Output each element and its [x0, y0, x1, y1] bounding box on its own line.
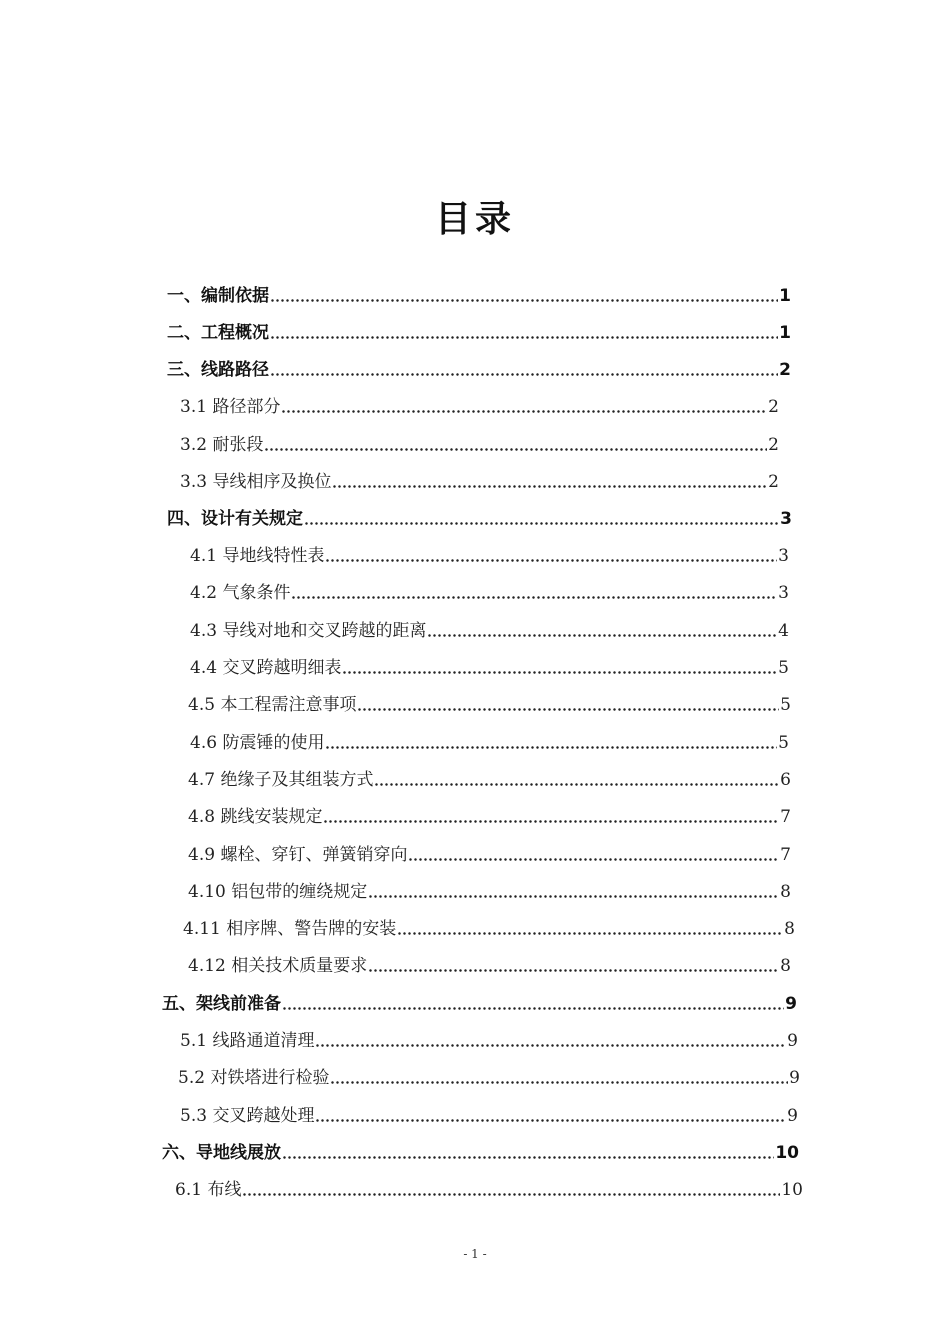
toc-entry-page: 2: [768, 472, 779, 492]
toc-entry-page: 8: [780, 956, 791, 976]
toc-entry[interactable]: [188, 841, 791, 869]
dot-leader: [332, 468, 767, 496]
toc-entry[interactable]: [178, 1064, 800, 1092]
toc-entry-page: 8: [780, 882, 791, 902]
toc-entry[interactable]: [180, 431, 779, 459]
page-number: - 1 -: [463, 1247, 487, 1261]
dot-leader: [323, 803, 779, 831]
dot-leader: [330, 1064, 788, 1092]
page-title: 目录: [434, 199, 515, 240]
toc-entry[interactable]: [190, 617, 789, 645]
toc-entry[interactable]: [190, 654, 789, 682]
toc-entry[interactable]: [180, 468, 779, 496]
toc-entry-page: 3: [778, 583, 789, 603]
toc-entry-label: 3.2 耐张段: [180, 435, 264, 455]
toc-entry-label: 4.5 本工程需注意事项: [188, 695, 357, 715]
toc-entry-page: 6: [780, 770, 791, 790]
toc-entry-label: 4.1 导地线特性表: [190, 546, 325, 566]
toc-entry-label: 4.6 防震锤的使用: [190, 733, 325, 753]
toc-entry[interactable]: [167, 282, 791, 310]
dot-leader: [270, 282, 778, 310]
toc-entry-page: 1: [779, 323, 791, 343]
toc-entry[interactable]: [180, 1027, 798, 1055]
dot-leader: [281, 393, 767, 421]
toc-entry-page: 5: [778, 658, 789, 678]
toc-entry[interactable]: [188, 766, 791, 794]
toc-entry-page: 8: [784, 919, 795, 939]
toc-entry-label: 四、设计有关规定: [167, 509, 303, 529]
toc-entry-page: 2: [768, 397, 779, 417]
toc-entry-label: 一、编制依据: [167, 286, 269, 306]
toc-entry[interactable]: [183, 915, 795, 943]
toc-entry-label: 5.1 线路通道清理: [180, 1031, 315, 1051]
dot-leader: [242, 1176, 780, 1204]
toc-entry-label: 4.9 螺栓、穿钉、弹簧销穿向: [188, 845, 408, 865]
toc-entry[interactable]: [162, 1139, 799, 1167]
toc-entry[interactable]: [188, 691, 791, 719]
toc-entry-label: 4.2 气象条件: [190, 583, 291, 603]
toc-entry-label: 4.10 铝包带的缠绕规定: [188, 882, 368, 902]
toc-entry[interactable]: [175, 1176, 803, 1204]
toc-entry[interactable]: [162, 990, 797, 1018]
toc-entry-page: 10: [781, 1180, 803, 1200]
toc-entry[interactable]: [188, 803, 791, 831]
toc-entry-label: 3.3 导线相序及换位: [180, 472, 332, 492]
dot-leader: [325, 542, 777, 570]
toc-entry-label: 二、工程概况: [167, 323, 269, 343]
toc-entry-page: 7: [780, 845, 791, 865]
toc-entry-label: 4.7 绝缘子及其组装方式: [188, 770, 374, 790]
toc-entry-label: 5.2 对铁塔进行检验: [178, 1068, 330, 1088]
toc-entry[interactable]: [167, 505, 792, 533]
dot-leader: [325, 729, 777, 757]
toc-entry[interactable]: [190, 542, 789, 570]
toc-entry[interactable]: [180, 1102, 798, 1130]
toc-entry-label: 4.8 跳线安装规定: [188, 807, 323, 827]
dot-leader: [368, 878, 779, 906]
toc-entry-page: 9: [789, 1068, 800, 1088]
toc-entry[interactable]: [190, 579, 789, 607]
toc-entry-page: 3: [780, 509, 792, 529]
toc-entry-label: 五、架线前准备: [162, 994, 281, 1014]
toc-entry-page: 10: [775, 1143, 799, 1163]
toc-entry-page: 9: [785, 994, 797, 1014]
toc-entry-page: 2: [779, 360, 791, 380]
dot-leader: [282, 990, 784, 1018]
dot-leader: [368, 952, 779, 980]
dot-leader: [374, 766, 779, 794]
toc-entry-page: 5: [780, 695, 791, 715]
toc-entry-page: 9: [787, 1031, 798, 1051]
toc-entry-page: 9: [787, 1106, 798, 1126]
dot-leader: [397, 915, 783, 943]
dot-leader: [270, 319, 778, 347]
toc-entry[interactable]: [190, 729, 789, 757]
dot-leader: [282, 1139, 774, 1167]
dot-leader: [357, 691, 779, 719]
toc-entry-page: 7: [780, 807, 791, 827]
toc-entry[interactable]: [180, 393, 779, 421]
toc-entry[interactable]: [167, 319, 791, 347]
toc-entry-label: 4.11 相序牌、警告牌的安装: [183, 919, 397, 939]
toc-entry[interactable]: [167, 356, 791, 384]
dot-leader: [315, 1102, 786, 1130]
toc-entry-page: 4: [778, 621, 789, 641]
toc-entry[interactable]: [188, 952, 791, 980]
dot-leader: [342, 654, 777, 682]
dot-leader: [315, 1027, 786, 1055]
toc-entry-label: 4.3 导线对地和交叉跨越的距离: [190, 621, 427, 641]
dot-leader: [264, 431, 767, 459]
toc-entry-label: 3.1 路径部分: [180, 397, 281, 417]
toc-entry-label: 4.4 交叉跨越明细表: [190, 658, 342, 678]
toc-entry-label: 六、导地线展放: [162, 1143, 281, 1163]
toc-entry-label: 4.12 相关技术质量要求: [188, 956, 368, 976]
dot-leader: [408, 841, 779, 869]
toc-entry-label: 5.3 交叉跨越处理: [180, 1106, 315, 1126]
toc-entry-page: 1: [779, 286, 791, 306]
dot-leader: [291, 579, 777, 607]
toc-entry-page: 2: [768, 435, 779, 455]
toc-entry-page: 5: [778, 733, 789, 753]
toc-entry[interactable]: [188, 878, 791, 906]
toc-entry-label: 三、线路路径: [167, 360, 269, 380]
dot-leader: [304, 505, 779, 533]
toc-entry-label: 6.1 布线: [175, 1180, 242, 1200]
dot-leader: [427, 617, 777, 645]
toc-entry-page: 3: [778, 546, 789, 566]
dot-leader: [270, 356, 778, 384]
